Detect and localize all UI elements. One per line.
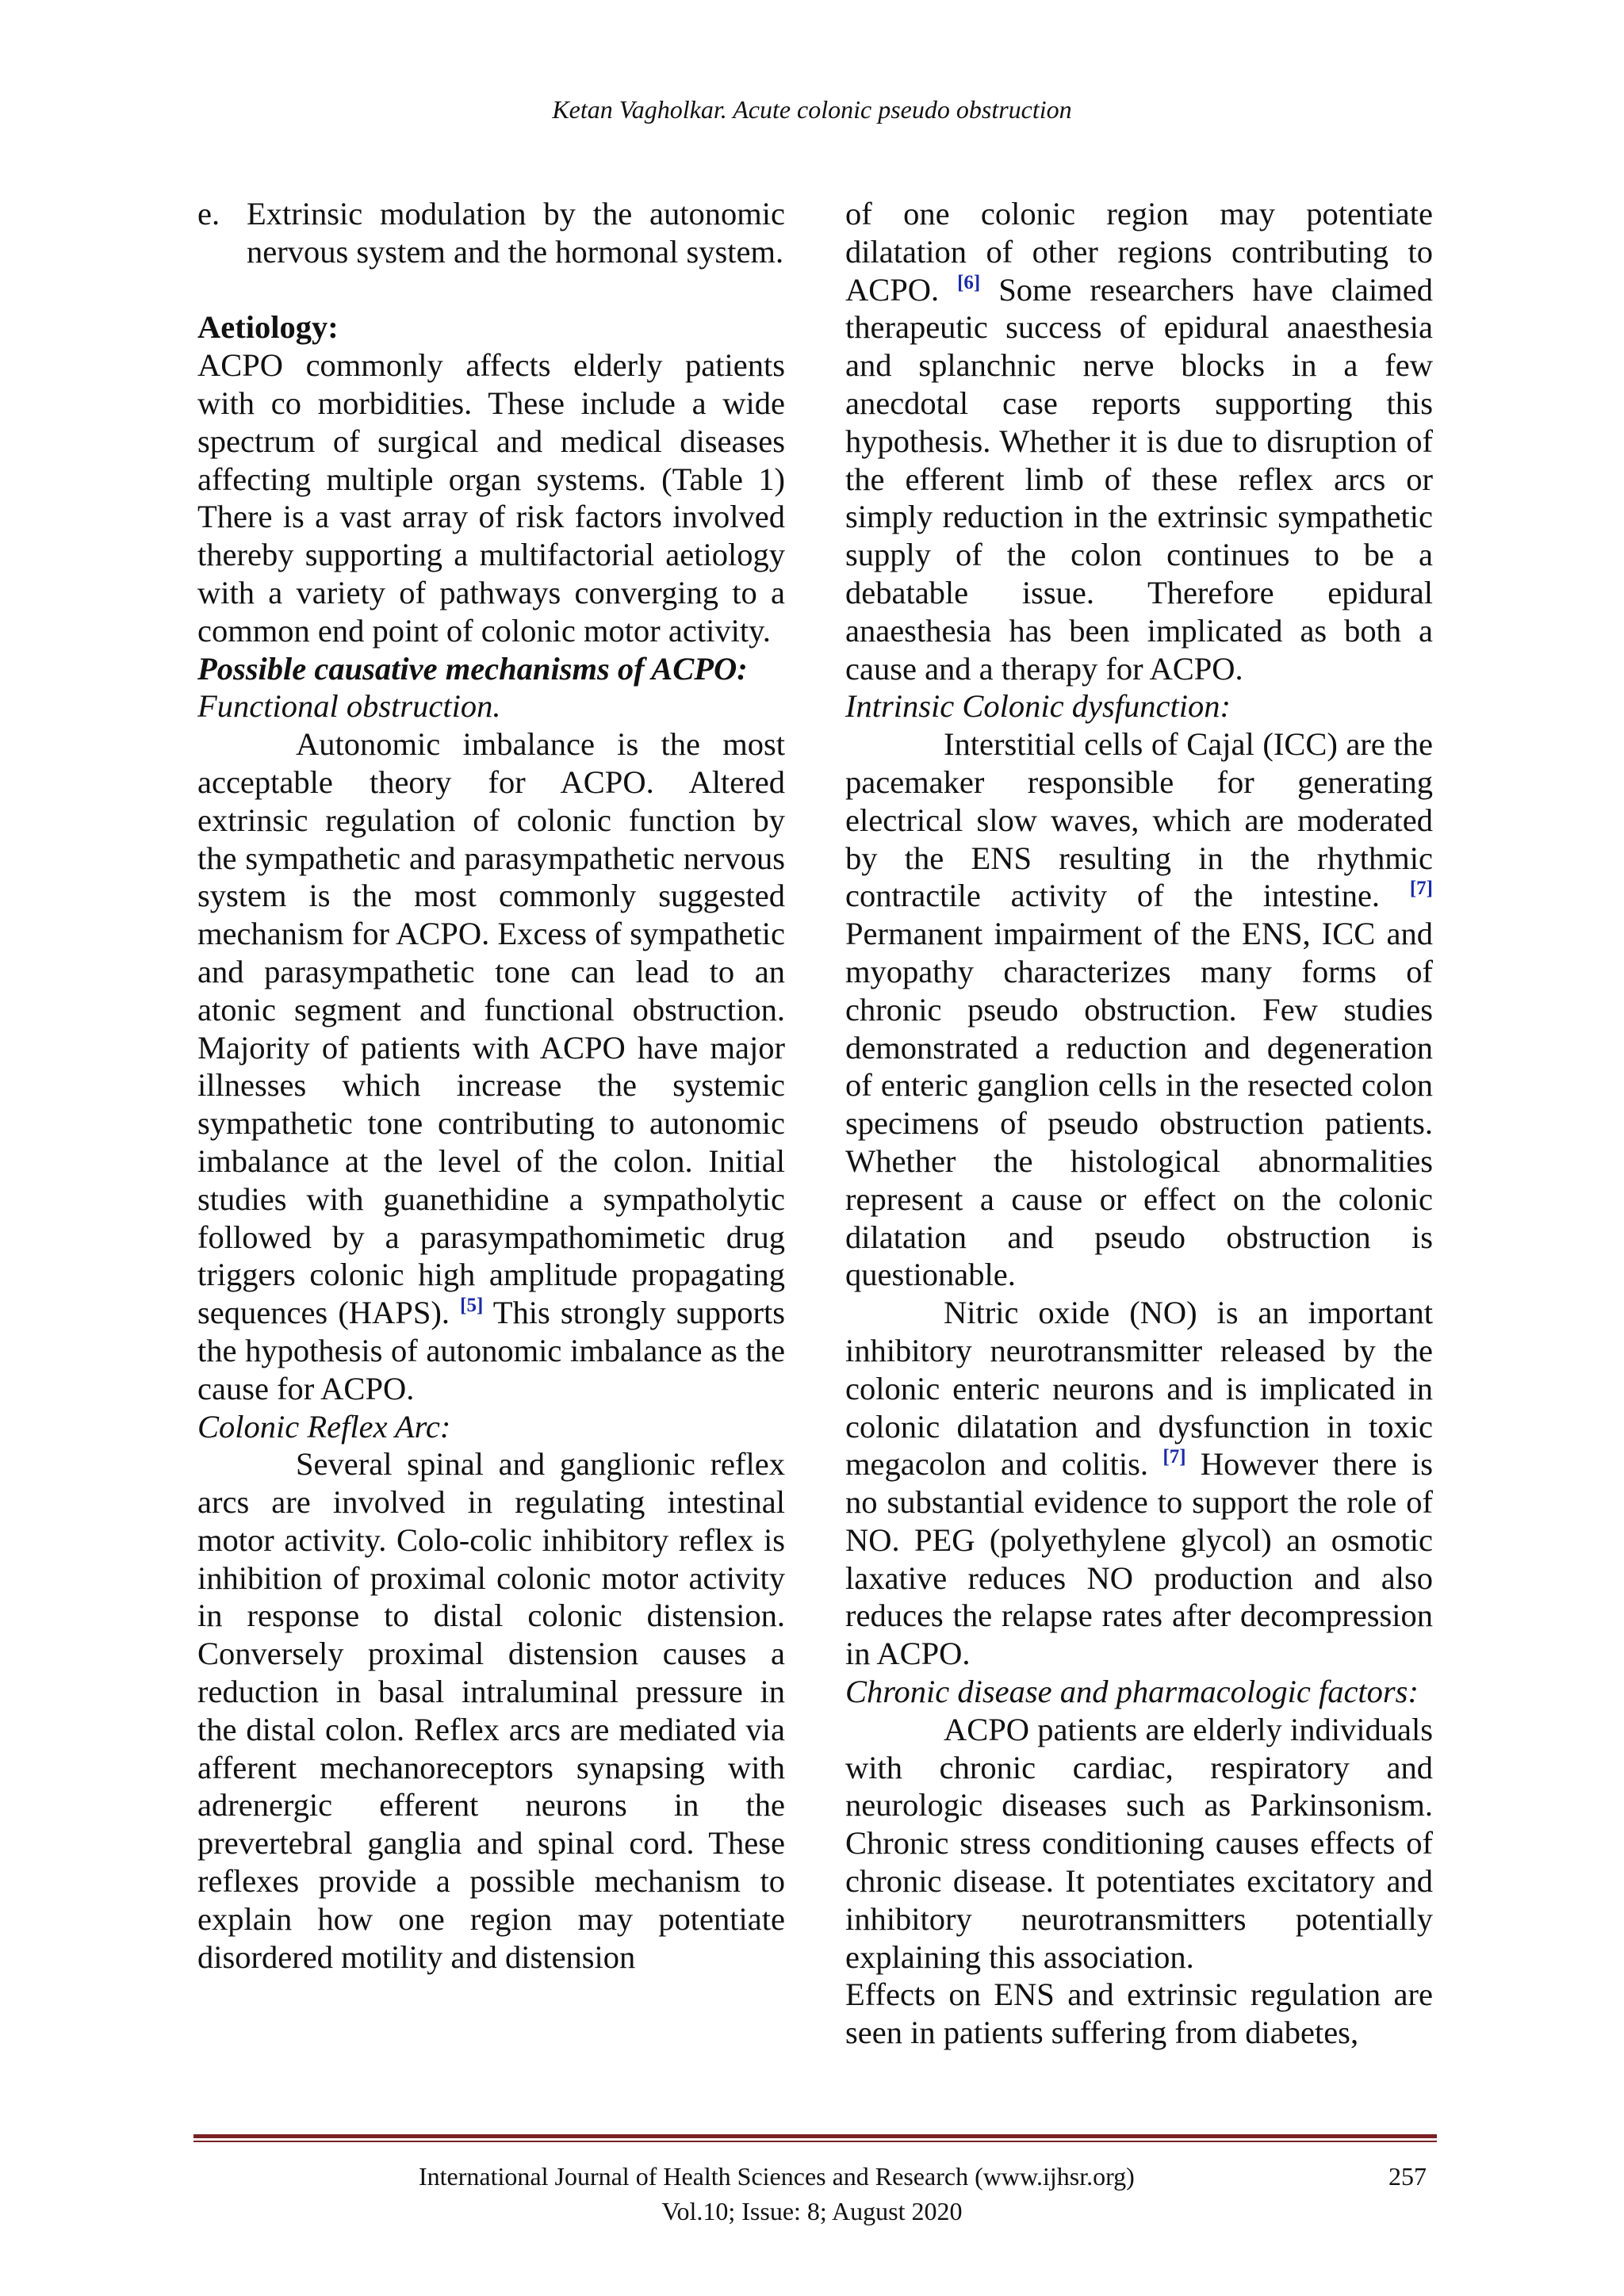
reference-link-7[interactable]: [7] <box>1162 1446 1186 1468</box>
chronic-disease-paragraph: ACPO patients are elderly individuals with chronic cardiac, respiratory and neurologic diseases such as Parkinsonism. Chronic stress conditioning causes effects of chronic disease. It potentiates excitatory and inhibitory neurotransmitters potentially explaining this association. <box>845 1711 1433 1975</box>
list-item-text: Extrinsic modulation by the autonomic nervous system and the hormonal system. <box>247 196 785 270</box>
paragraph-text: Interstitial cells of Cajal (ICC) are the pacemaker responsible for generating electrical slow waves, which are moderated by the ENS resulting in the rhythmic contractile activity of the intestine. <box>845 726 1433 914</box>
page-number: 257 <box>1388 2162 1427 2191</box>
right-column <box>845 195 1433 2052</box>
reference-link-5[interactable]: [5] <box>460 1295 484 1317</box>
reflex-arc-paragraph: Several spinal and ganglionic reflex arcs are involved in regulating intestinal motor activity. Colo-colic inhibitory reflex is inhibition of proximal colonic motor activity in response to distal colonic distension. Conversely proximal distension causes a reduction in basal intraluminal pressure in the distal colon. Reflex arcs are mediated via afferent mechanoreceptors synapsing with adrenergic efferent neurons in the prevertebral ganglia and spinal cord. These reflexes provide a possible mechanism to explain how one region may potentiate disordered motility and distension <box>197 1446 785 1975</box>
paragraph-text: of one colonic region may potentiate dilatation of other regions contributing to ACPO. <box>845 196 1433 308</box>
issue-info: Vol.10; Issue: 8; August 2020 <box>661 2197 963 2225</box>
paragraph-text: This strongly supports the hypothesis of autonomic imbalance as the cause for ACPO. <box>197 1295 786 1406</box>
chronic-disease-heading: Chronic disease and pharmacologic factors: <box>845 1674 1419 1710</box>
intrinsic-dysfunction-heading: Intrinsic Colonic dysfunction: <box>845 688 1231 725</box>
functional-obstruction-heading: Functional obstruction. <box>197 688 501 725</box>
aetiology-heading: Aetiology: <box>197 309 339 346</box>
continued-paragraph <box>845 195 1433 687</box>
ens-paragraph: Effects on ENS and extrinsic regulation are seen in patients suffering from diabetes, <box>845 1976 1433 2051</box>
footer-rule <box>193 2134 1437 2138</box>
paragraph-text: However there is no substantial evidence to support the role of NO. PEG (polyethylene glycol) an osmotic laxative reduces NO production and also reduces the relapse rates after decompression in ACPO. <box>845 1446 1434 1672</box>
left-column <box>197 195 785 1976</box>
mechanisms-heading: Possible causative mechanisms of ACPO: <box>197 650 748 687</box>
reference-link-7[interactable]: [7] <box>1409 878 1434 900</box>
paragraph-gap <box>197 271 785 309</box>
list-marker: e. <box>197 196 220 232</box>
reflex-arc-heading: Colonic Reflex Arc: <box>197 1408 451 1445</box>
journal-name: International Journal of Health Sciences and Research (www.ijhsr.org) <box>419 2162 1135 2191</box>
list-item-e <box>197 195 785 271</box>
nitric-oxide-paragraph <box>845 1294 1433 1673</box>
reference-link-6[interactable]: [6] <box>957 271 981 293</box>
paragraph-text: Autonomic imbalance is the most acceptable theory for ACPO. Altered extrinsic regulation of colonic function by the sympathetic and parasympathetic nervous system is the most commonly suggested mechanism for ACPO. Excess of sympathetic and parasympathetic tone can lead to an atonic segment and functional obstruction. Majority of patients with ACPO have major illnesses which increase the systemic sympathetic tone contributing to autonomic imbalance at the level of the colon. Initial studies with guanethidine a sympatholytic followed by a parasympathomimetic drug triggers colonic high amplitude propagating sequences (HAPS). <box>197 726 785 1331</box>
paragraph-text: Nitric oxide (NO) is an important inhibitory neurotransmitter released by the colonic enteric neurons and is implicated in colonic dilatation and dysfunction in toxic megacolon and colitis. <box>845 1295 1433 1483</box>
aetiology-paragraph: ACPO commonly affects elderly patients with co morbidities. These include a wide spectrum of surgical and medical diseases affecting multiple organ systems. (Table 1) There is a vast array of risk factors involved thereby supporting a multifactorial aetiology with a variety of pathways converging to a common end point of colonic motor activity. <box>197 347 785 649</box>
paragraph-text: Permanent impairment of the ENS, ICC and myopathy characterizes many forms of chronic pseudo obstruction. Few studies demonstrated a reduction and degeneration of enteric ganglion cells in the resected colon specimens of pseudo obstruction patients. Whether the histological abnormalities represent a cause or effect on the colonic dilatation and pseudo obstruction is questionable. <box>845 916 1433 1293</box>
icc-paragraph <box>845 725 1433 1294</box>
running-head: Ketan Vagholkar. Acute colonic pseudo obstruction <box>552 95 1072 124</box>
paragraph-text: Some researchers have claimed therapeutic success of epidural anaesthesia and splanchnic nerve blocks in a few anecdotal case reports supporting this hypothesis. Whether it is due to disruption of the efferent limb of these reflex arcs or simply reduction in the extrinsic sympathetic supply of the colon continues to be a debatable issue. Therefore epidural anaesthesia has been implicated as both a cause and a therapy for ACPO. <box>845 271 1434 687</box>
functional-obstruction-paragraph <box>197 725 785 1407</box>
footer-rule-thin <box>193 2141 1437 2142</box>
